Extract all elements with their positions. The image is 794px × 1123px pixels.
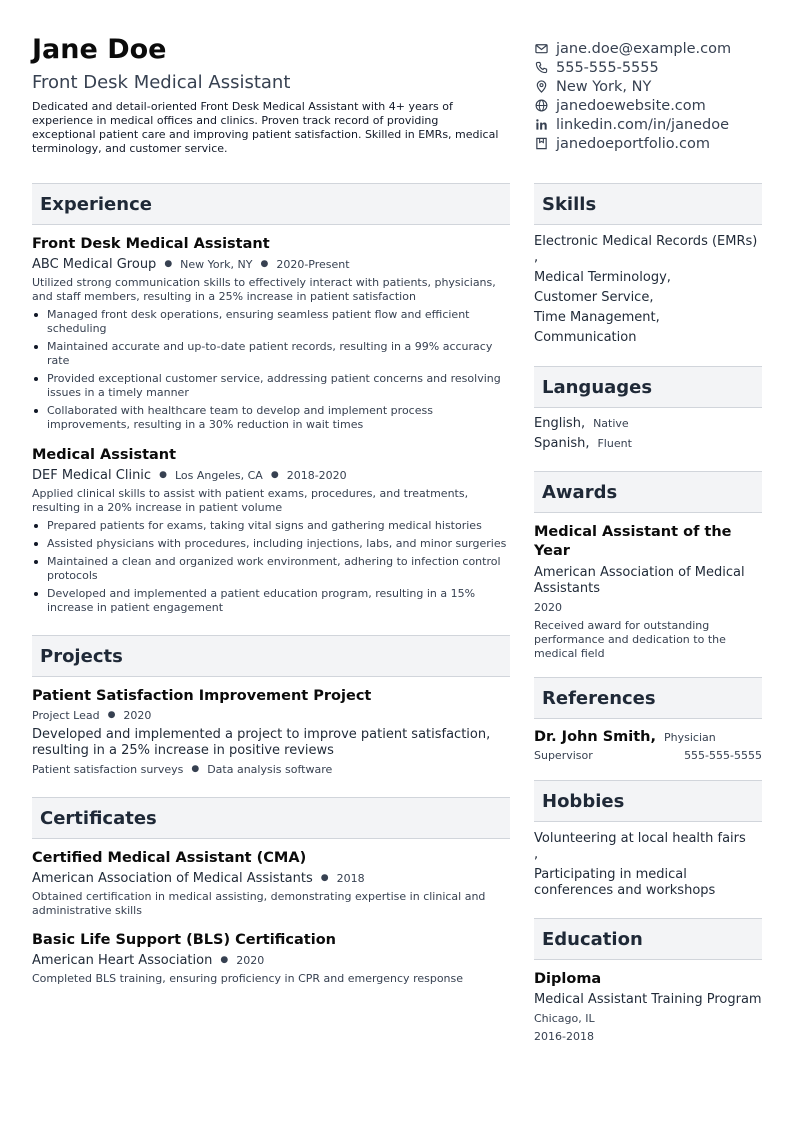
- separator-dot: ●: [107, 710, 116, 720]
- job-bullet: Assisted physicians with procedures, including injections, labs, and minor surgeries: [32, 537, 510, 551]
- job-location: Los Angeles, CA: [174, 469, 263, 482]
- contact-linkedin[interactable]: [534, 115, 774, 134]
- certificate-item: [32, 849, 510, 918]
- certificate-issuer: American Association of Medical Assistants: [32, 871, 313, 886]
- award-org: American Association of Medical Assistants: [534, 565, 745, 596]
- skill-item: Electronic Medical Records (EMRs): [534, 234, 758, 249]
- reference-relation: Supervisor: [534, 749, 593, 762]
- certificate-year: 2018: [336, 872, 365, 885]
- projects-heading: Projects: [32, 635, 510, 677]
- job-location: New York, NY: [180, 258, 253, 271]
- mail-icon: [534, 42, 548, 56]
- project-tool: Patient satisfaction surveys: [32, 763, 184, 776]
- right-column: [534, 183, 762, 1044]
- candidate-title: Front Desk Medical Assistant: [32, 72, 291, 93]
- job-dates: 2018-2020: [286, 469, 347, 482]
- contact-location-text: New York, NY: [556, 78, 652, 95]
- project-year: 2020: [123, 709, 152, 722]
- language-item: [534, 436, 762, 452]
- contact-location: [534, 77, 774, 96]
- job-company: DEF Medical Clinic: [32, 468, 152, 483]
- education-heading: Education: [534, 918, 762, 960]
- job-title: Medical Assistant: [32, 447, 177, 463]
- candidate-name: Jane Doe: [32, 34, 167, 65]
- job-company: ABC Medical Group: [32, 257, 157, 272]
- education-degree: Diploma: [534, 971, 602, 987]
- reference-detail-row: [534, 749, 762, 763]
- job-bullets: [32, 519, 510, 615]
- separator-dot: ●: [191, 764, 200, 774]
- skill-separator: ,: [534, 250, 539, 265]
- contact-website[interactable]: [534, 96, 774, 115]
- contact-email-text: jane.doe@example.com: [556, 40, 732, 57]
- left-column: [32, 183, 510, 986]
- certificate-meta: [32, 871, 510, 886]
- separator-dot: ●: [220, 955, 229, 965]
- separator-dot: ●: [260, 259, 269, 269]
- experience-item: [32, 446, 510, 615]
- contact-phone-text: 555-555-5555: [556, 59, 659, 76]
- summary-text: Dedicated and detail-oriented Front Desk Medical Assistant with 4+ years of experience in medical offices and clinics. Proven track record of providing exceptional patient care and improving patient satisfaction. Skilled in EMRs, medical terminology, and customer service.: [32, 100, 499, 155]
- project-title: Patient Satisfaction Improvement Project: [32, 688, 372, 704]
- language-level: Fluent: [597, 437, 632, 450]
- language-name: English,: [534, 416, 586, 431]
- separator-dot: ●: [159, 470, 167, 480]
- award-year: 2020: [534, 601, 562, 614]
- job-dates: 2020-Present: [276, 258, 350, 271]
- project-tool: Data analysis software: [207, 763, 333, 776]
- references-heading: References: [534, 677, 762, 719]
- hobby-item: Participating in medical conferences and workshops: [534, 867, 716, 898]
- hobbies-list: [534, 831, 762, 899]
- contact-linkedin-text: linkedin.com/in/janedoe: [556, 116, 730, 133]
- languages-list: [534, 416, 762, 452]
- education-item: [534, 970, 762, 1044]
- job-bullet: Maintained a clean and organized work environment, adhering to infection control protocols: [32, 555, 510, 583]
- job-bullet: Collaborated with healthcare team to develop and implement process improvements, resulting in a 30% reduction in wait times: [32, 404, 510, 432]
- project-item: [32, 687, 510, 777]
- award-item: [534, 523, 762, 661]
- job-bullet: Provided exceptional customer service, addressing patient concerns and resolving issues in a timely manner: [32, 372, 510, 400]
- award-description: Received award for outstanding performance and dedication to the medical field: [534, 619, 726, 660]
- job-bullet: Developed and implemented a patient education program, resulting in a 15% increase in patient engagement: [32, 587, 510, 615]
- contact-portfolio[interactable]: [534, 134, 774, 153]
- job-bullet: Maintained accurate and up-to-date patient records, resulting in a 99% accuracy rate: [32, 340, 510, 368]
- reference-name: Dr. John Smith,: [534, 729, 657, 745]
- certificate-title: Basic Life Support (BLS) Certification: [32, 932, 336, 948]
- reference-phone: 555-555-5555: [684, 749, 762, 762]
- job-bullet: Prepared patients for exams, taking vital signs and gathering medical histories: [32, 519, 510, 533]
- phone-icon: [534, 61, 548, 75]
- project-role: Project Lead: [32, 709, 100, 722]
- project-tools: [32, 762, 510, 777]
- certificate-issuer: American Heart Association: [32, 953, 213, 968]
- certificate-meta: [32, 953, 510, 968]
- experience-item: [32, 235, 510, 432]
- job-bullets: [32, 308, 510, 432]
- project-description: Developed and implemented a project to improve patient satisfaction, resulting in a 25% increase in positive reviews: [32, 727, 491, 758]
- job-bullet: Managed front desk operations, ensuring seamless patient flow and efficient scheduling: [32, 308, 510, 336]
- skill-item: Customer Service,: [534, 290, 654, 305]
- award-title: Medical Assistant of the Year: [534, 524, 732, 559]
- language-level: Native: [593, 417, 629, 430]
- skill-item: Medical Terminology,: [534, 270, 671, 285]
- job-meta: [32, 468, 510, 483]
- certificate-description: Completed BLS training, ensuring proficiency in CPR and emergency response: [32, 972, 464, 985]
- reference-title: Physician: [664, 731, 716, 744]
- languages-heading: Languages: [534, 366, 762, 408]
- certificate-description: Obtained certification in medical assisting, demonstrating expertise in clinical and administrative skills: [32, 890, 486, 917]
- globe-icon: [534, 99, 548, 113]
- experience-heading: Experience: [32, 183, 510, 225]
- resume-header: [32, 34, 502, 156]
- job-summary: Applied clinical skills to assist with patient exams, procedures, and treatments, resulting in a 20% increase in patient volume: [32, 487, 469, 514]
- hobby-separator: ,: [534, 847, 539, 862]
- portfolio-icon: [534, 137, 548, 151]
- contact-list: [534, 39, 774, 153]
- skill-item: Time Management,: [534, 310, 660, 325]
- job-summary: Utilized strong communication skills to effectively interact with patients, physicians, and staff members, resulting in a 25% increase in patient satisfaction: [32, 276, 496, 303]
- education-location: Chicago, IL: [534, 1012, 595, 1025]
- separator-dot: ●: [270, 470, 279, 480]
- hobby-item: Volunteering at local health fairs: [534, 831, 746, 846]
- location-pin-icon: [534, 80, 548, 94]
- reference-name-row: [534, 728, 762, 746]
- job-meta: [32, 257, 510, 272]
- certificates-heading: Certificates: [32, 797, 510, 839]
- skills-heading: Skills: [534, 183, 762, 225]
- language-name: Spanish,: [534, 436, 590, 451]
- education-program: Medical Assistant Training Program: [534, 992, 762, 1007]
- contact-email[interactable]: [534, 39, 774, 58]
- language-item: [534, 416, 762, 432]
- skill-item: Communication: [534, 330, 637, 345]
- certificate-item: [32, 931, 510, 986]
- hobbies-heading: Hobbies: [534, 780, 762, 822]
- separator-dot: ●: [164, 259, 173, 269]
- linkedin-icon: [534, 118, 548, 132]
- certificate-year: 2020: [236, 954, 265, 967]
- job-title: Front Desk Medical Assistant: [32, 236, 270, 252]
- certificate-title: Certified Medical Assistant (CMA): [32, 850, 307, 866]
- contact-portfolio-text: janedoeportfolio.com: [556, 135, 710, 152]
- project-meta: [32, 708, 510, 723]
- skills-list: [534, 234, 762, 346]
- contact-website-text: janedoewebsite.com: [556, 97, 706, 114]
- contact-phone[interactable]: [534, 58, 774, 77]
- education-dates: 2016-2018: [534, 1030, 594, 1043]
- awards-heading: Awards: [534, 471, 762, 513]
- separator-dot: ●: [320, 873, 329, 883]
- reference-item: [534, 728, 762, 763]
